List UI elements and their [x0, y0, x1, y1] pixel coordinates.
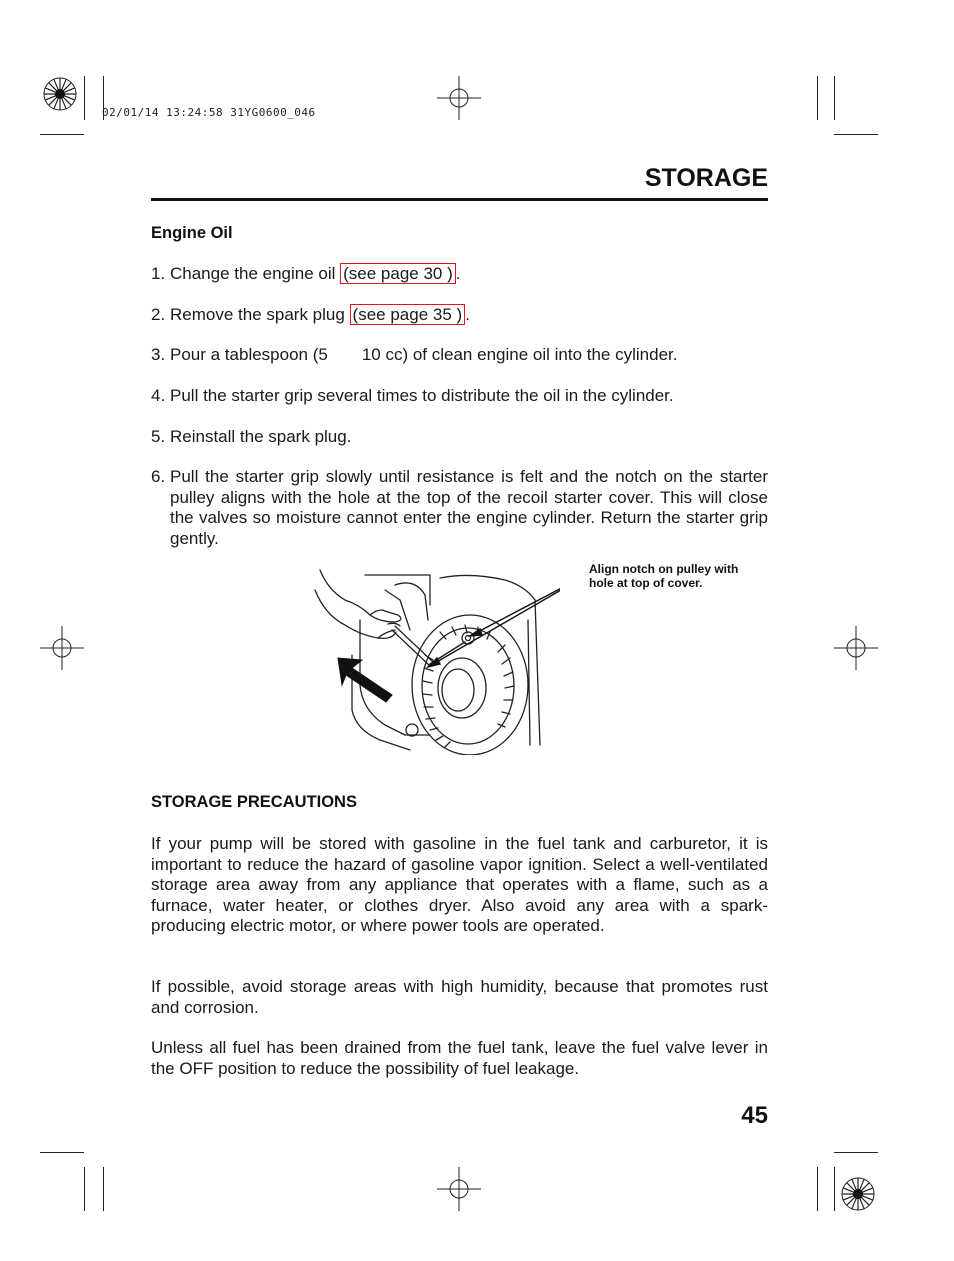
step-text: Remove the spark plug	[170, 305, 350, 324]
callout-line-1: Align notch on pulley with	[589, 562, 739, 576]
recoil-starter-illustration	[300, 560, 560, 755]
crop-mark-line	[834, 76, 835, 120]
crop-mark-line	[103, 1167, 104, 1211]
title-rule	[151, 198, 768, 201]
crop-mark-line	[40, 134, 84, 135]
crop-mark-line	[84, 1167, 85, 1211]
storage-precautions-heading: STORAGE PRECAUTIONS	[151, 793, 357, 811]
page-number: 45	[741, 1102, 768, 1129]
step-text-end: .	[455, 264, 461, 283]
step-2	[151, 305, 768, 326]
crop-mark-line	[834, 134, 878, 135]
callout-line-2: hole at top of cover.	[589, 576, 703, 590]
step-number: 1.	[151, 264, 166, 283]
see-page-35-link[interactable]: (see page 35 )	[350, 304, 466, 325]
crop-mark-line	[834, 1152, 878, 1153]
step-text: Pour a tablespoon (5 10 cc) of clean engine oil into the cylinder.	[170, 345, 678, 364]
step-6	[151, 467, 768, 549]
registration-starburst-icon	[42, 76, 78, 112]
step-number: 6.	[151, 467, 166, 486]
crop-mark-line	[84, 76, 85, 120]
print-timestamp: 02/01/14 13:24:58 31YG0600_046	[102, 106, 316, 119]
step-text: Reinstall the spark plug.	[170, 427, 352, 446]
see-page-30-link[interactable]: (see page 30 )	[340, 263, 456, 284]
step-3	[151, 345, 768, 366]
registration-crosshair-icon	[40, 626, 84, 670]
step-number: 2.	[151, 305, 166, 324]
section-title: STORAGE	[644, 164, 768, 192]
step-1	[151, 264, 768, 285]
step-4	[151, 386, 768, 407]
figure-callout	[589, 562, 769, 590]
precaution-paragraph-3: Unless all fuel has been drained from the fuel tank, leave the fuel valve lever in the OFF position to reduce the possibility of fuel leakage.	[151, 1038, 768, 1078]
precaution-paragraph-2: If possible, avoid storage areas with high humidity, because that promotes rust and corrosion.	[151, 977, 768, 1017]
step-number: 4.	[151, 386, 166, 405]
registration-crosshair-icon	[437, 76, 481, 120]
registration-crosshair-icon	[437, 1167, 481, 1211]
registration-starburst-icon	[840, 1176, 876, 1212]
step-5	[151, 427, 768, 448]
step-number: 5.	[151, 427, 166, 446]
crop-mark-line	[817, 1167, 818, 1211]
engine-oil-heading: Engine Oil	[151, 224, 233, 242]
step-text-end: .	[465, 305, 470, 324]
step-text: Pull the starter grip several times to distribute the oil in the cylinder.	[170, 386, 674, 405]
step-text: Pull the starter grip slowly until resistance is felt and the notch on the starter pulley aligns with the hole at the top of the recoil starter cover. This will close the valves so moisture cannot enter the engine cylinder. Return the starter grip gently.	[170, 467, 768, 548]
crop-mark-line	[834, 1167, 835, 1211]
step-number: 3.	[151, 345, 166, 364]
step-text: Change the engine oil	[170, 264, 341, 283]
precaution-paragraph-1: If your pump will be stored with gasoline in the fuel tank and carburetor, it is important to reduce the hazard of gasoline vapor ignition. Select a well-ventilated storage area away from any appliance that operates with a flame, such as a furnace, water heater, or clothes dryer. Also avoid any area with a spark-producing electric motor, or where power tools are operated.	[151, 834, 768, 935]
registration-crosshair-icon	[834, 626, 878, 670]
crop-mark-line	[40, 1152, 84, 1153]
crop-mark-line	[817, 76, 818, 120]
